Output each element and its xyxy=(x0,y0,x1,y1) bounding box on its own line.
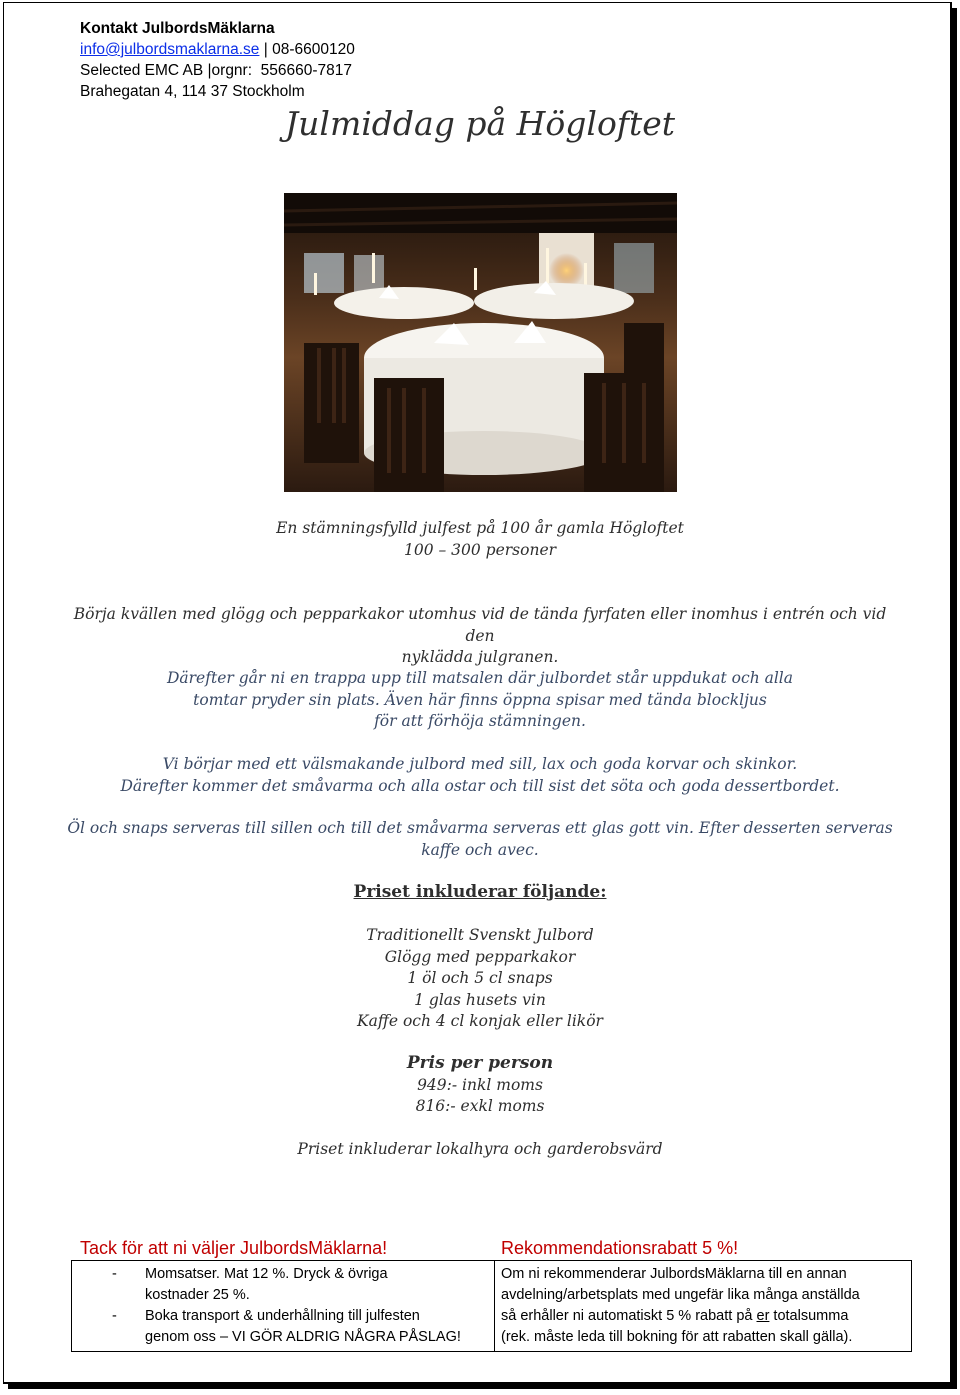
price-excl-vat: 816:- exkl moms xyxy=(415,1097,545,1115)
price-block xyxy=(60,1053,900,1118)
paragraph-3 xyxy=(60,754,900,797)
referral-text-underlined: er xyxy=(756,1308,770,1324)
footer-left-cell xyxy=(72,1261,495,1351)
referral-text-part: totalsumma xyxy=(769,1308,849,1324)
thanks-heading: Tack för att ni väljer JulbordsMäklarna! xyxy=(80,1238,388,1258)
list-dash: - xyxy=(112,1266,117,1282)
restaurant-dining-hall-photo xyxy=(284,193,677,492)
price-heading: Pris per person xyxy=(406,1053,554,1073)
paragraph-1-line-1: Börja kvällen med glögg och pepparkakor utomhus vid de tända fyrfaten eller inomhus i entrén och vid den xyxy=(73,605,887,645)
page-title: Julmiddag på Högloftet xyxy=(284,104,676,143)
paragraph-2 xyxy=(60,668,900,733)
paragraph-3-line-1: Vi börjar med ett välsmakande julbord med sill, lax och goda korvar och skinkor. xyxy=(162,755,798,773)
referral-text-line xyxy=(501,1306,911,1327)
footer-list-item-line: genom oss – VI GÖR ALDRIG NÅGRA PÅSLAG! xyxy=(145,1329,461,1345)
phone-number: 08-6600120 xyxy=(272,41,355,58)
paragraph-4 xyxy=(60,818,900,861)
included-item: Kaffe och 4 cl konjak eller likör xyxy=(357,1012,603,1030)
paragraph-2-line-3: för att förhöja stämningen. xyxy=(374,712,586,730)
footer-right-cell xyxy=(495,1261,911,1351)
footer-list-item-line: kostnader 25 %. xyxy=(145,1287,250,1303)
paragraph-2-line-1: Därefter går ni en trappa upp till matsalen där julbordet står uppdukat och alla xyxy=(166,669,793,687)
intro-line-2: 100 – 300 personer xyxy=(403,540,557,559)
list-dash: - xyxy=(112,1308,117,1324)
paragraph-1 xyxy=(60,604,900,669)
referral-text-line: (rek. måste leda till bokning för att rabatten skall gälla). xyxy=(501,1329,853,1345)
footer-list-item-line: Momsatser. Mat 12 %. Dryck & övriga xyxy=(145,1266,388,1282)
included-heading: Priset inkluderar följande: xyxy=(353,882,607,902)
company-info: Selected EMC AB |orgnr: 556660-7817 xyxy=(80,62,352,79)
referral-text-line: avdelning/arbetsplats med ungefär lika många anställda xyxy=(501,1287,860,1303)
contact-separator: | xyxy=(259,41,273,58)
included-heading-block xyxy=(60,882,900,904)
paragraph-3-line-2: Därefter kommer det småvarma och alla ostar och till sist det söta och goda dessertbordet. xyxy=(120,776,840,795)
footer-list-item xyxy=(72,1264,494,1306)
paragraph-2-line-2: tomtar pryder sin plats. Även här finns öppna spisar med tända blockljus xyxy=(193,690,767,709)
page-shadow-right xyxy=(951,8,957,1388)
email-link[interactable]: info@julbordsmaklarna.se xyxy=(80,41,260,58)
price-incl-vat: 949:- inkl moms xyxy=(417,1075,543,1094)
address: Brahegatan 4, 114 37 Stockholm xyxy=(80,83,305,100)
intro-block xyxy=(60,518,900,561)
price-note: Priset inkluderar lokalhyra och garderobsvärd xyxy=(297,1140,663,1158)
referral-text-part: så erhåller ni automatiskt 5 % rabatt på xyxy=(501,1308,757,1324)
included-item: 1 öl och 5 cl snaps xyxy=(407,969,553,987)
included-item: 1 glas husets vin xyxy=(414,990,546,1009)
included-list xyxy=(60,925,900,1033)
footer-list-item-line: Boka transport & underhållning till julfesten xyxy=(145,1308,420,1324)
intro-line-1: En stämningsfylld julfest på 100 år gamla Högloftet xyxy=(276,519,684,537)
contact-block xyxy=(80,18,355,102)
referral-text-line: Om ni rekommenderar JulbordsMäklarna till en annan xyxy=(501,1266,847,1282)
page-shadow-bottom xyxy=(8,1383,957,1389)
contact-line-email-phone xyxy=(80,39,355,60)
included-item: Traditionellt Svenskt Julbord xyxy=(366,926,594,944)
included-item: Glögg med pepparkakor xyxy=(384,947,576,966)
footer-table xyxy=(71,1260,912,1352)
referral-heading: Rekommendationsrabatt 5 %! xyxy=(501,1238,739,1258)
paragraph-1-line-2: nyklädda julgranen. xyxy=(401,648,559,666)
footer-list-item xyxy=(72,1306,494,1348)
contact-title: Kontakt JulbordsMäklarna xyxy=(80,20,275,37)
paragraph-4-line-1: Öl och snaps serveras till sillen och till det småvarma serveras ett glas gott vin. Efter desserten serveras xyxy=(67,819,893,837)
paragraph-4-line-2: kaffe och avec. xyxy=(421,840,539,859)
